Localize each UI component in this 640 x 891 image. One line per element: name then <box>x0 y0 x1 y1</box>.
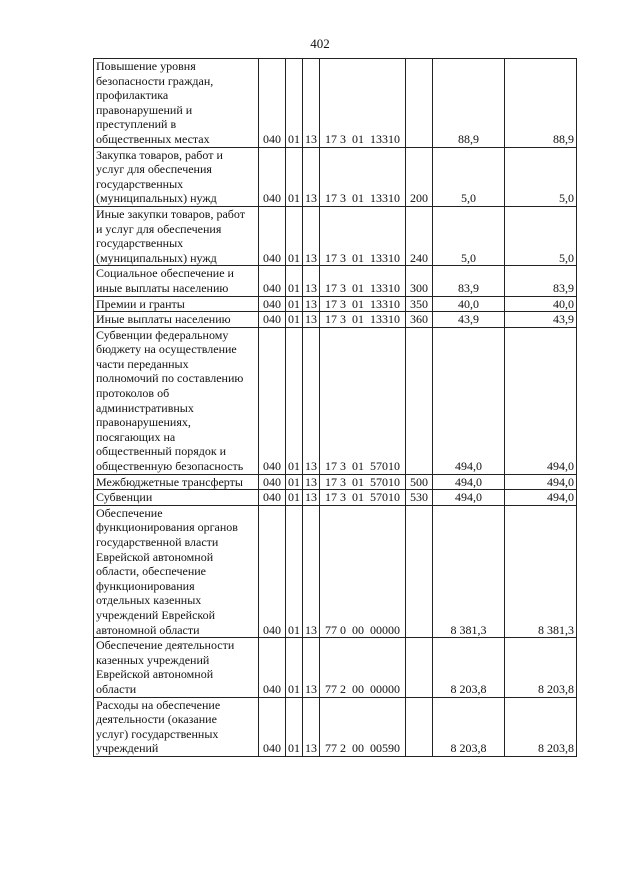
subsection-code: 13 <box>303 505 320 637</box>
amount-year-2: 494,0 <box>505 490 577 506</box>
section-code: 01 <box>286 697 303 756</box>
expense-type-code: 500 <box>406 474 433 490</box>
expense-type-code: 300 <box>406 266 433 296</box>
amount-year-1: 88,9 <box>433 59 505 148</box>
row-name: Расходы на обеспечение деятельности (оказание услуг) государственных учреждений <box>94 697 259 756</box>
amount-year-1: 83,9 <box>433 266 505 296</box>
table-row <box>94 505 577 637</box>
amount-year-1: 8 203,8 <box>433 638 505 697</box>
expense-type-code <box>406 638 433 697</box>
subsection-code: 13 <box>303 697 320 756</box>
section-code: 01 <box>286 206 303 265</box>
subsection-code: 13 <box>303 266 320 296</box>
admin-code: 040 <box>259 59 286 148</box>
target-code: 17 3 01 13310 <box>320 206 406 265</box>
admin-code: 040 <box>259 327 286 474</box>
section-code: 01 <box>286 296 303 312</box>
subsection-code: 13 <box>303 59 320 148</box>
amount-year-2: 8 203,8 <box>505 638 577 697</box>
target-code: 17 3 01 13310 <box>320 59 406 148</box>
expense-type-code: 360 <box>406 312 433 328</box>
section-code: 01 <box>286 638 303 697</box>
target-code: 17 3 01 13310 <box>320 266 406 296</box>
budget-table <box>93 58 577 757</box>
admin-code: 040 <box>259 505 286 637</box>
amount-year-1: 43,9 <box>433 312 505 328</box>
subsection-code: 13 <box>303 327 320 474</box>
target-code: 77 0 00 00000 <box>320 505 406 637</box>
row-name: Обеспечение функционирования органов государственной власти Еврейской автономной области, обеспечение функционирования отдельных казенных учреждений Еврейской автономной области <box>94 505 259 637</box>
admin-code: 040 <box>259 312 286 328</box>
amount-year-1: 8 381,3 <box>433 505 505 637</box>
amount-year-2: 83,9 <box>505 266 577 296</box>
amount-year-1: 5,0 <box>433 147 505 206</box>
section-code: 01 <box>286 327 303 474</box>
amount-year-1: 40,0 <box>433 296 505 312</box>
row-name: Субвенции федеральному бюджету на осуществление части переданных полномочий по составлению протоколов об административных правонарушениях, посягающих на общественный порядок и общественную безопасность <box>94 327 259 474</box>
expense-type-code <box>406 505 433 637</box>
row-name: Повышение уровня безопасности граждан, профилактика правонарушений и преступлений в общественных местах <box>94 59 259 148</box>
section-code: 01 <box>286 147 303 206</box>
amount-year-2: 5,0 <box>505 147 577 206</box>
subsection-code: 13 <box>303 638 320 697</box>
section-code: 01 <box>286 266 303 296</box>
row-name: Иные выплаты населению <box>94 312 259 328</box>
subsection-code: 13 <box>303 474 320 490</box>
row-name: Социальное обеспечение и иные выплаты населению <box>94 266 259 296</box>
section-code: 01 <box>286 490 303 506</box>
admin-code: 040 <box>259 206 286 265</box>
table-row <box>94 638 577 697</box>
row-name: Закупка товаров, работ и услуг для обеспечения государственных (муниципальных) нужд <box>94 147 259 206</box>
amount-year-2: 43,9 <box>505 312 577 328</box>
budget-table-body <box>94 59 577 757</box>
target-code: 17 3 01 13310 <box>320 296 406 312</box>
row-name: Межбюджетные трансферты <box>94 474 259 490</box>
subsection-code: 13 <box>303 206 320 265</box>
amount-year-1: 494,0 <box>433 490 505 506</box>
admin-code: 040 <box>259 638 286 697</box>
amount-year-1: 8 203,8 <box>433 697 505 756</box>
expense-type-code <box>406 327 433 474</box>
admin-code: 040 <box>259 697 286 756</box>
expense-type-code: 200 <box>406 147 433 206</box>
amount-year-1: 494,0 <box>433 327 505 474</box>
expense-type-code: 240 <box>406 206 433 265</box>
amount-year-2: 8 381,3 <box>505 505 577 637</box>
section-code: 01 <box>286 505 303 637</box>
expense-type-code <box>406 697 433 756</box>
table-row <box>94 474 577 490</box>
amount-year-2: 88,9 <box>505 59 577 148</box>
target-code: 17 3 01 57010 <box>320 327 406 474</box>
page-number: 402 <box>310 36 330 51</box>
target-code: 77 2 00 00000 <box>320 638 406 697</box>
amount-year-2: 5,0 <box>505 206 577 265</box>
table-row <box>94 327 577 474</box>
amount-year-2: 40,0 <box>505 296 577 312</box>
table-row <box>94 206 577 265</box>
target-code: 17 3 01 13310 <box>320 147 406 206</box>
subsection-code: 13 <box>303 312 320 328</box>
row-name: Премии и гранты <box>94 296 259 312</box>
subsection-code: 13 <box>303 490 320 506</box>
section-code: 01 <box>286 474 303 490</box>
amount-year-2: 494,0 <box>505 327 577 474</box>
target-code: 17 3 01 57010 <box>320 490 406 506</box>
admin-code: 040 <box>259 147 286 206</box>
table-row <box>94 312 577 328</box>
admin-code: 040 <box>259 474 286 490</box>
amount-year-1: 494,0 <box>433 474 505 490</box>
amount-year-2: 8 203,8 <box>505 697 577 756</box>
table-row <box>94 266 577 296</box>
row-name: Иные закупки товаров, работ и услуг для обеспечения государственных (муниципальных) нужд <box>94 206 259 265</box>
expense-type-code <box>406 59 433 148</box>
table-row <box>94 296 577 312</box>
amount-year-2: 494,0 <box>505 474 577 490</box>
subsection-code: 13 <box>303 147 320 206</box>
expense-type-code: 530 <box>406 490 433 506</box>
expense-type-code: 350 <box>406 296 433 312</box>
target-code: 77 2 00 00590 <box>320 697 406 756</box>
section-code: 01 <box>286 312 303 328</box>
row-name: Субвенции <box>94 490 259 506</box>
admin-code: 040 <box>259 490 286 506</box>
table-row <box>94 490 577 506</box>
table-row <box>94 59 577 148</box>
amount-year-1: 5,0 <box>433 206 505 265</box>
table-row <box>94 147 577 206</box>
subsection-code: 13 <box>303 296 320 312</box>
row-name: Обеспечение деятельности казенных учреждений Еврейской автономной области <box>94 638 259 697</box>
target-code: 17 3 01 13310 <box>320 312 406 328</box>
section-code: 01 <box>286 59 303 148</box>
admin-code: 040 <box>259 266 286 296</box>
table-row <box>94 697 577 756</box>
admin-code: 040 <box>259 296 286 312</box>
target-code: 17 3 01 57010 <box>320 474 406 490</box>
